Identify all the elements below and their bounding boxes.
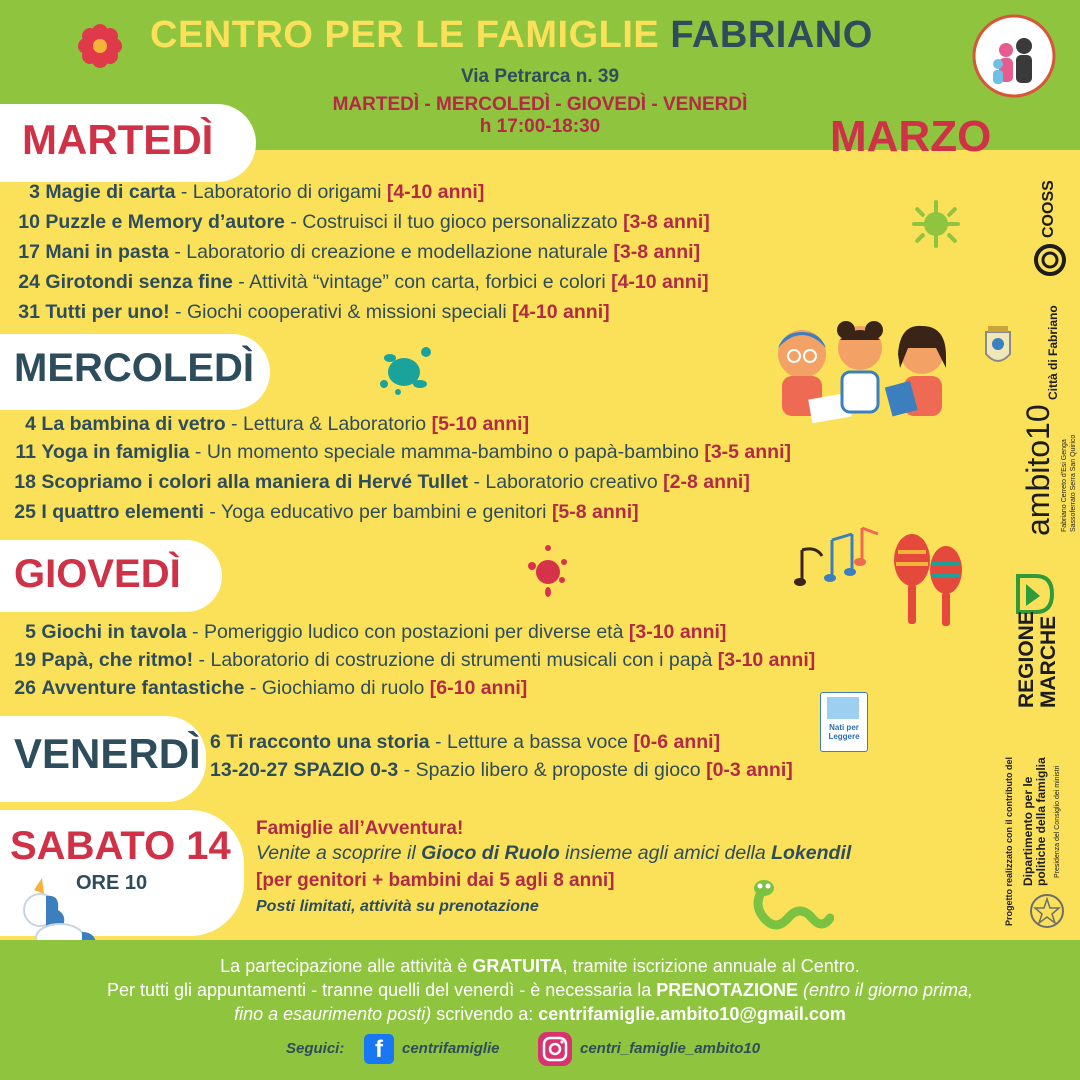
event-age: [3-8 anni] bbox=[613, 241, 701, 263]
event-age: [4-10 anni] bbox=[386, 181, 485, 203]
footer-line1-b: GRATUITA bbox=[472, 956, 563, 976]
ambito10-subtext: Fabriano Cerreto d'Esi Genga Sassoferrato Serra San Quirico bbox=[1061, 434, 1077, 532]
ambito10-text: ambito10 bbox=[1020, 404, 1056, 536]
footer-line2-a: Per tutti gli appuntamenti - tranne quelli del venerdì - è necessaria la bbox=[106, 980, 657, 1000]
event-age: [0-6 anni] bbox=[633, 731, 721, 753]
event-description: - Yoga educativo per bambini e genitori bbox=[203, 501, 552, 523]
regione-marche-text: REGIONE MARCHE bbox=[1015, 611, 1060, 708]
martedi-row bbox=[16, 300, 610, 324]
footer-line3 bbox=[0, 1002, 1080, 1026]
title-main: CENTRO PER LE FAMIGLIE bbox=[150, 14, 660, 56]
page-title bbox=[150, 14, 873, 57]
footer-line2 bbox=[0, 978, 1080, 1002]
event-age: [5-10 anni] bbox=[431, 413, 530, 435]
event-description: - Giochiamo di ruolo bbox=[244, 677, 430, 699]
martedi-row bbox=[16, 240, 700, 264]
progetto-text: Progetto realizzato con il contributo del bbox=[1004, 756, 1014, 926]
italian-emblem-icon bbox=[1028, 892, 1066, 935]
maracas-icon bbox=[888, 530, 968, 635]
sabato-line1-d: Lokendil bbox=[771, 842, 852, 864]
nati-per-leggere-text: Nati per Leggere bbox=[828, 723, 860, 741]
event-description: - Laboratorio di costruzione di strumenti musicali con i papà bbox=[193, 649, 718, 671]
event-title: Tutti per uno! bbox=[45, 301, 170, 323]
event-description: - Attività “vintage” con carta, forbici e colori bbox=[232, 271, 612, 293]
martedi-row bbox=[16, 180, 484, 204]
red-splat-icon bbox=[526, 544, 570, 603]
event-age: [3-10 anni] bbox=[628, 621, 727, 643]
event-day: 5 bbox=[25, 621, 36, 643]
event-day: 13-20-27 bbox=[210, 759, 289, 781]
book-icon bbox=[827, 697, 859, 719]
sabato-headline: Famiglie all’Avventura! bbox=[256, 818, 464, 839]
event-day: 4 bbox=[25, 413, 36, 435]
event-age: [3-10 anni] bbox=[717, 649, 816, 671]
event-day: 11 bbox=[15, 441, 36, 463]
event-age: [4-10 anni] bbox=[512, 301, 610, 323]
facebook-icon[interactable]: f bbox=[364, 1034, 394, 1064]
event-day: 10 bbox=[18, 211, 40, 233]
giovedi-label: GIOVEDÌ bbox=[14, 552, 181, 596]
martedi-row bbox=[16, 270, 709, 294]
event-description: - Costruisci il tuo gioco personalizzato bbox=[284, 211, 624, 233]
footer-line2-c: (entro il giorno prima, bbox=[797, 980, 974, 1000]
event-title: Magie di carta bbox=[45, 181, 176, 203]
event-description: - Laboratorio di origami bbox=[175, 181, 387, 203]
footer-line2-b: PRENOTAZIONE bbox=[656, 980, 798, 1000]
event-day: 19 bbox=[14, 649, 36, 671]
event-title: Giochi in tavola bbox=[41, 621, 187, 643]
event-description: - Letture a bassa voce bbox=[429, 731, 634, 753]
event-age: [2-8 anni] bbox=[663, 471, 750, 493]
event-title: I quattro elementi bbox=[41, 501, 204, 523]
sabato-line1-c: insieme agli amici della bbox=[559, 842, 772, 864]
event-age: [3-5 anni] bbox=[704, 441, 792, 463]
venerdi-row bbox=[210, 730, 720, 754]
event-title: Scopriamo i colori alla maniera di Hervé Tullet bbox=[41, 471, 469, 493]
giovedi-row bbox=[12, 676, 527, 700]
sabato-time: ORE 10 bbox=[76, 872, 148, 894]
event-age: [4-10 anni] bbox=[611, 271, 709, 293]
event-description: - Spazio libero & proposte di gioco bbox=[398, 759, 707, 781]
mercoledi-label: MERCOLEDÌ bbox=[14, 346, 254, 390]
event-description: - Giochi cooperativi & missioni speciali bbox=[169, 301, 513, 323]
event-day: 17 bbox=[18, 241, 40, 263]
cooss-logo bbox=[1030, 180, 1070, 284]
dipartimento-text: Dipartimento per le politiche della famiglia bbox=[1021, 757, 1048, 886]
event-day: 24 bbox=[18, 271, 40, 293]
teal-splat-icon bbox=[376, 344, 436, 401]
event-description: - Un momento speciale mamma-bambino o papà-bambino bbox=[189, 441, 705, 463]
footer-line1 bbox=[0, 954, 1080, 978]
centro-famiglie-logo bbox=[972, 14, 1056, 98]
children-reading-illustration bbox=[760, 318, 960, 433]
event-age: [0-3 anni] bbox=[706, 759, 793, 781]
mercoledi-row bbox=[12, 470, 750, 494]
event-day: 3 bbox=[29, 181, 40, 203]
event-day: 25 bbox=[14, 501, 36, 523]
address: Via Petrarca n. 39 bbox=[460, 66, 620, 87]
seguici-label: Seguici: bbox=[286, 1040, 345, 1057]
green-splat-icon bbox=[910, 198, 962, 255]
sabato-line2: [per genitori + bambini dai 5 agli 8 anni] bbox=[256, 870, 615, 891]
cooss-text: COOSS bbox=[1040, 180, 1057, 238]
month-label: MARZO bbox=[830, 112, 992, 161]
event-age: [6-10 anni] bbox=[429, 677, 528, 699]
event-age: [3-8 anni] bbox=[623, 211, 710, 233]
mercoledi-row bbox=[12, 412, 529, 436]
presidenza-text: Presidenza del Consiglio dei ministri bbox=[1054, 765, 1061, 878]
sabato-line1-a: Venite a scoprire il bbox=[256, 842, 422, 864]
instagram-icon[interactable] bbox=[538, 1032, 572, 1066]
event-title: Papà, che ritmo! bbox=[41, 649, 194, 671]
event-day: 31 bbox=[18, 301, 40, 323]
venerdi-label: VENERDÌ bbox=[14, 730, 201, 777]
footer-line1-c: , tramite iscrizione annuale al Centro. bbox=[562, 956, 860, 976]
event-description: - Laboratorio creativo bbox=[468, 471, 664, 493]
giovedi-row bbox=[12, 648, 815, 672]
event-title: Mani in pasta bbox=[45, 241, 169, 263]
event-description: - Laboratorio di creazione e modellazione naturale bbox=[168, 241, 614, 263]
facebook-link[interactable]: centrifamiglie bbox=[402, 1040, 500, 1057]
mercoledi-row bbox=[12, 500, 639, 524]
footer-line1-a: La partecipazione alle attività è bbox=[220, 956, 473, 976]
event-title: Girotondi senza fine bbox=[45, 271, 233, 293]
opening-hours: h 17:00-18:30 bbox=[479, 116, 601, 137]
footer-line3-b: scrivendo a: bbox=[431, 1004, 539, 1024]
sabato-label: SABATO 14 bbox=[10, 824, 231, 868]
event-title: Puzzle e Memory d’autore bbox=[45, 211, 285, 233]
event-title: Avventure fantastiche bbox=[41, 677, 245, 699]
nati-per-leggere-badge bbox=[820, 692, 868, 752]
music-notes-icon bbox=[792, 520, 882, 605]
event-day: 26 bbox=[14, 677, 36, 699]
giovedi-row bbox=[12, 620, 726, 644]
event-title: SPAZIO 0-3 bbox=[293, 759, 399, 781]
sabato-line1 bbox=[256, 842, 851, 865]
event-age: [5-8 anni] bbox=[551, 501, 639, 523]
event-title: Yoga in famiglia bbox=[41, 441, 190, 463]
citta-fabriano-text: Città di Fabriano bbox=[1046, 305, 1060, 400]
martedi-row bbox=[16, 210, 710, 234]
title-city: FABRIANO bbox=[670, 14, 873, 56]
event-title: Ti racconto una storia bbox=[226, 731, 430, 753]
sabato-line3: Posti limitati, attività su prenotazione bbox=[256, 898, 539, 915]
event-description: - Lettura & Laboratorio bbox=[225, 413, 432, 435]
event-title: La bambina di vetro bbox=[41, 413, 226, 435]
event-description: - Pomeriggio ludico con postazioni per diverse età bbox=[186, 621, 629, 643]
footer-line3-a: fino a esaurimento posti) bbox=[234, 1004, 432, 1024]
event-day: 18 bbox=[14, 471, 36, 493]
footer-email-link[interactable]: centrifamiglie.ambito10@gmail.com bbox=[538, 1004, 846, 1024]
martedi-label: MARTEDÌ bbox=[22, 116, 214, 163]
snake-icon bbox=[744, 878, 834, 943]
mercoledi-row bbox=[12, 440, 791, 464]
event-day: 6 bbox=[210, 731, 221, 753]
fabriano-crest-icon bbox=[982, 324, 1014, 370]
sabato-line1-b: Gioco di Ruolo bbox=[421, 842, 560, 864]
venerdi-row bbox=[210, 758, 793, 782]
instagram-link[interactable]: centri_famiglie_ambito10 bbox=[580, 1040, 761, 1057]
opening-days: MARTEDÌ - MERCOLEDÌ - GIOVEDÌ - VENERDÌ bbox=[332, 94, 748, 115]
